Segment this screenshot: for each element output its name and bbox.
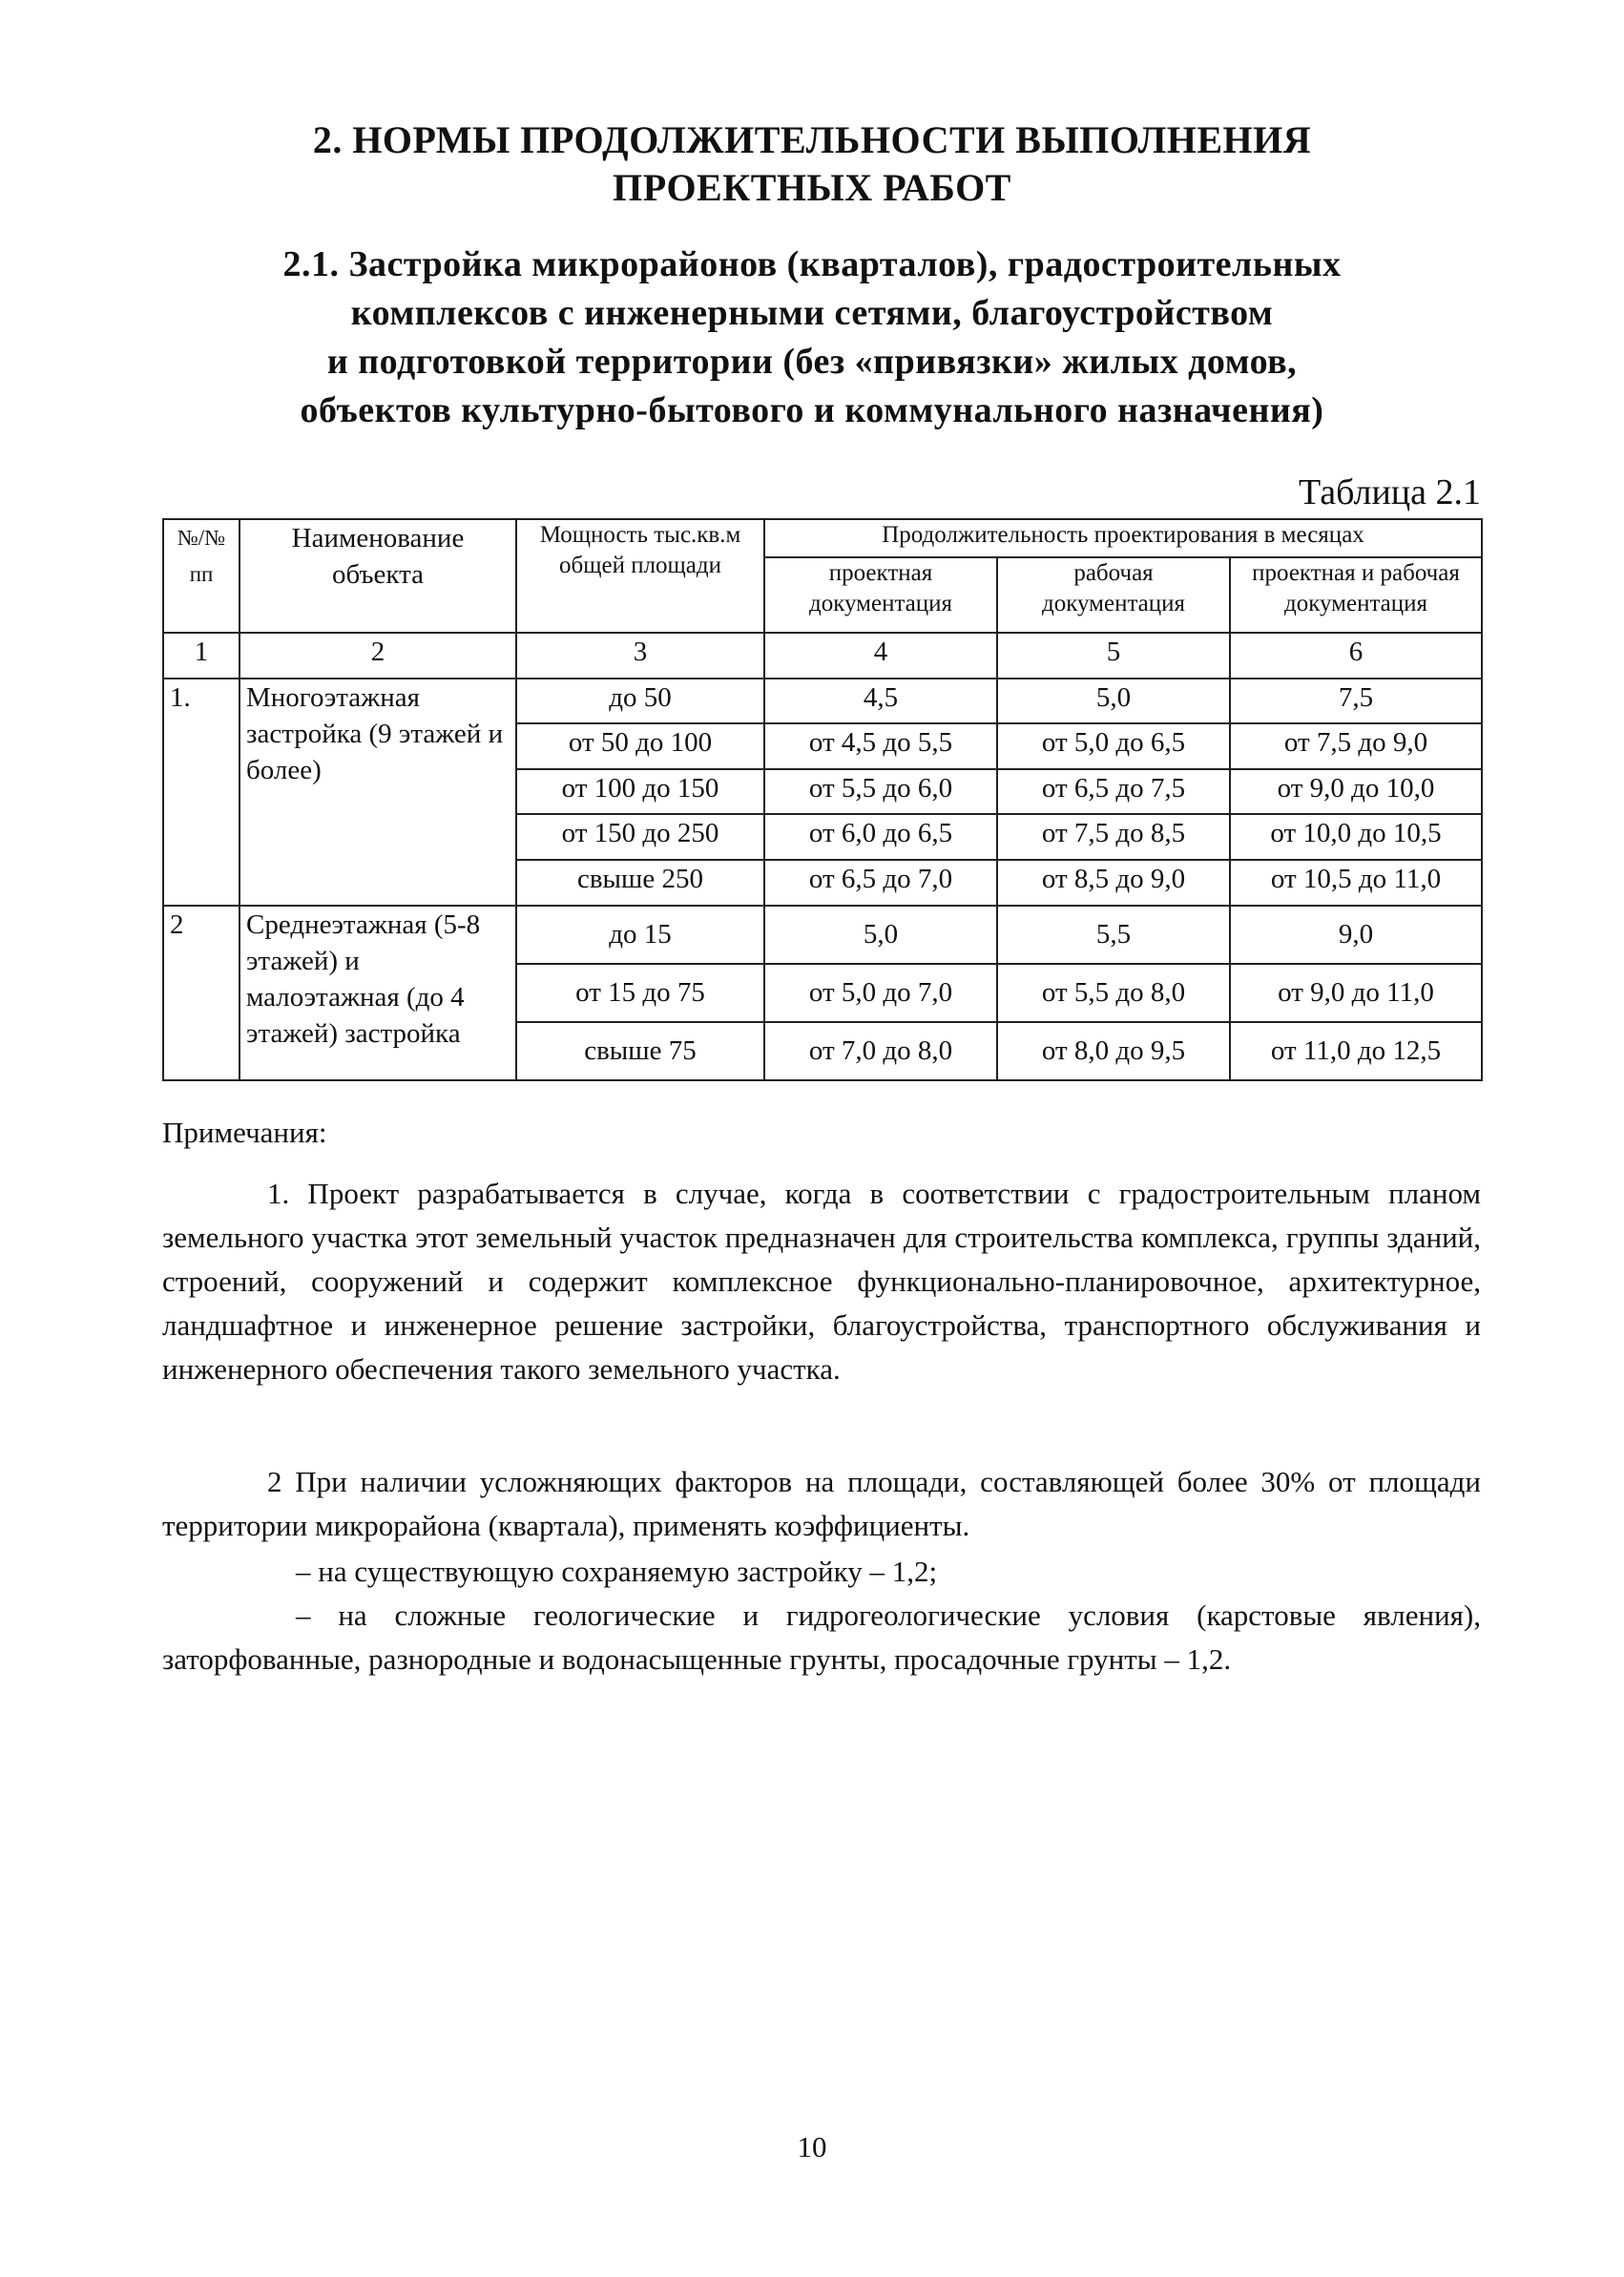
- column-number: 3: [516, 633, 764, 679]
- table-row: [163, 906, 1482, 964]
- group-num: 2: [163, 906, 239, 1080]
- table-label: Таблица 2.1: [1298, 472, 1481, 512]
- subsection-title-line1: 2.1. Застройка микрорайонов (кварталов), градостроительных: [282, 244, 1342, 284]
- working-cell: от 7,5 до 8,5: [997, 814, 1230, 860]
- project-cell: 4,5: [764, 679, 997, 724]
- capacity-cell: от 100 до 150: [516, 769, 764, 815]
- project-cell: от 4,5 до 5,5: [764, 723, 997, 769]
- working-cell: от 6,5 до 7,5: [997, 769, 1230, 815]
- both-cell: 9,0: [1230, 906, 1482, 964]
- section-title: [143, 116, 1481, 212]
- project-cell: 5,0: [764, 906, 997, 964]
- working-cell: 5,5: [997, 906, 1230, 964]
- column-number: 1: [163, 633, 239, 679]
- table-header-row: [163, 519, 1482, 557]
- both-cell: от 11,0 до 12,5: [1230, 1022, 1482, 1080]
- both-cell: от 10,0 до 10,5: [1230, 814, 1482, 860]
- table-column-numbers-row: [163, 633, 1482, 679]
- note-1: 1. Проект разрабатывается в случае, когда в соответствии с градостроительным планом земельного участка этот земельный участок предназначен для строительства комплекса, группы зданий, строений, сооружений и содержит комплексное функционально-планировочное, архитектурное, ландшафтное и инженерное решение застройки, благоустройства, транспортного обслуживания и инженерного обеспечения такого земельного участка.: [162, 1177, 1481, 1386]
- both-cell: от 9,0 до 11,0: [1230, 964, 1482, 1022]
- capacity-cell: от 15 до 75: [516, 964, 764, 1022]
- both-cell: от 7,5 до 9,0: [1230, 723, 1482, 769]
- group-name: Среднеэтажная (5-8 этажей) и малоэтажная (до 4 этажей) застройка: [239, 906, 516, 1080]
- page-number: 10: [797, 2130, 827, 2163]
- header-duration-group: Продолжительность проектирования в месяцах: [764, 519, 1482, 557]
- header-num: №/№ пп: [163, 519, 239, 633]
- column-number: 2: [239, 633, 516, 679]
- section-title-line1: 2. НОРМЫ ПРОДОЛЖИТЕЛЬНОСТИ ВЫПОЛНЕНИЯ: [312, 118, 1312, 161]
- subsection-title: [143, 240, 1481, 435]
- capacity-cell: от 150 до 250: [516, 814, 764, 860]
- note-2: 2 При наличии усложняющих факторов на площади, составляющей более 30% от площади территории микрорайона (квартала), применять коэффициенты.: [162, 1465, 1481, 1542]
- column-number: 6: [1230, 633, 1482, 679]
- header-name: Наименование объекта: [239, 519, 516, 633]
- group-name: Многоэтажная застройка (9 этажей и более): [239, 679, 516, 906]
- column-number: 5: [997, 633, 1230, 679]
- header-both-doc: проектная и рабочая документация: [1230, 557, 1482, 633]
- notes-title: Примечания:: [162, 1116, 327, 1149]
- section-title-line2: ПРОЕКТНЫХ РАБОТ: [613, 166, 1011, 209]
- header-working-doc: рабочая документация: [997, 557, 1230, 633]
- capacity-cell: от 50 до 100: [516, 723, 764, 769]
- both-cell: 7,5: [1230, 679, 1482, 724]
- working-cell: от 8,5 до 9,0: [997, 860, 1230, 906]
- both-cell: от 10,5 до 11,0: [1230, 860, 1482, 906]
- project-cell: от 7,0 до 8,0: [764, 1022, 997, 1080]
- working-cell: от 8,0 до 9,5: [997, 1022, 1230, 1080]
- header-project-doc: проектная документация: [764, 557, 997, 633]
- note-2-bullet-2: – на сложные геологические и гидрогеологические условия (карстовые явления), заторфованные, разнородные и водонасыщенные грунты, просадочные грунты – 1,2.: [162, 1598, 1481, 1676]
- note-2-bullet-1: – на существующую сохраняемую застройку – 1,2;: [296, 1555, 938, 1588]
- subsection-title-line2: комплексов с инженерными сетями, благоустройством: [350, 293, 1274, 333]
- project-cell: от 6,0 до 6,5: [764, 814, 997, 860]
- capacity-cell: до 50: [516, 679, 764, 724]
- capacity-cell: до 15: [516, 906, 764, 964]
- capacity-cell: свыше 250: [516, 860, 764, 906]
- table-row: [163, 679, 1482, 724]
- column-number: 4: [764, 633, 997, 679]
- working-cell: от 5,0 до 6,5: [997, 723, 1230, 769]
- project-cell: от 5,0 до 7,0: [764, 964, 997, 1022]
- capacity-cell: свыше 75: [516, 1022, 764, 1080]
- subsection-title-line3: и подготовкой территории (без «привязки» жилых домов,: [326, 342, 1298, 382]
- working-cell: от 5,5 до 8,0: [997, 964, 1230, 1022]
- both-cell: от 9,0 до 10,0: [1230, 769, 1482, 815]
- project-cell: от 6,5 до 7,0: [764, 860, 997, 906]
- group-num: 1.: [163, 679, 239, 906]
- working-cell: 5,0: [997, 679, 1230, 724]
- subsection-title-line4: объектов культурно-бытового и коммунального назначения): [300, 390, 1324, 430]
- norms-table: [162, 518, 1483, 1081]
- project-cell: от 5,5 до 6,0: [764, 769, 997, 815]
- header-capacity: Мощность тыс.кв.м общей площади: [516, 519, 764, 633]
